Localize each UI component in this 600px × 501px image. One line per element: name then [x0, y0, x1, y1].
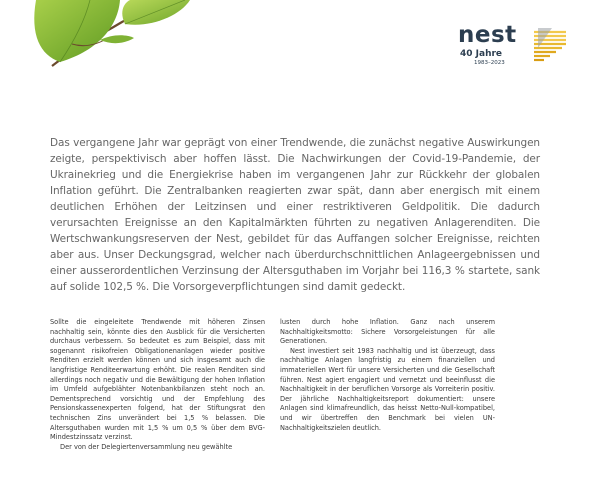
body-column-right	[280, 318, 495, 433]
leaf-illustration	[0, 0, 200, 80]
logo-wordmark: nest	[458, 22, 517, 48]
nest-logo	[458, 22, 568, 70]
left-paragraph-1: Sollte die eingeleitete Trendwende mit höheren Zinsen nachhaltig sein, könnte dies den Ausblick für die Versicherten durchaus verbessern. So bedeutet es zum Beispiel, dass mit sogenannt risikofreien Obligationenanlagen wieder positive Renditen erzielt werden können und sich insgesamt auch die langfristige Renditeerwartung erhöht. Die realen Renditen sind allerdings noch negativ und die Bewältigung der hohen Inflation im Umfeld aufgeblähter Notenbankbilanzen steht noch an. Dementsprechend vorsichtig und der Empfehlung des Pensionskassenexperten folgend, hat der Stiftungsrat den technischen Zins unverändert bei 1,5 % belassen. Die Altersguthaben wurden mit 1,5 % um 0,5 % über dem BVG-Mindestzinssatz verzinst.	[50, 318, 265, 442]
logo-stripes-icon	[532, 26, 568, 66]
left-paragraph-2: Der von der Delegiertenversammlung neu gewählte	[60, 442, 233, 451]
logo-year-range: 1983–2023	[474, 60, 505, 66]
logo-anniversary: 40 Jahre	[460, 49, 503, 59]
right-paragraph-1: lusten durch hohe Inflation. Ganz nach unserem Nachhaltigkeitsmotto: Sichere Vorsorgeleistungen für alle Generationen.	[280, 318, 495, 346]
body-column-left	[50, 318, 265, 501]
right-paragraph-2: Nest investiert seit 1983 nachhaltig und ist überzeugt, dass nachhaltige Anlagen langfristig zu einem finanziellen und immateriellen Wert für unsere Versicherten und die Gesellschaft führen. Nest agiert engagiert und vernetzt und beeinflusst die Nachhaltigkeit in der beruflichen Vorsorge als Vorreiterin positiv. Der jährliche Nachhaltigkeitsreport dokumentiert: unsere Anlagen sind klimafreundlich, das heisst Netto-Null-kompatibel, und wir übertreffen den Benchmark bei vielen UN-Nachhaltigkeitszielen deutlich.	[280, 346, 495, 432]
intro-paragraph: Das vergangene Jahr war geprägt von einer Trendwende, die zunächst negative Auswirkungen zeigte, perspektivisch aber hoffen lässt. Die Nachwirkungen der Covid-19-Pandemie, der Ukrainekrieg und die Energiekrise haben im vergangenen Jahr zur Rückkehr der globalen Inflation geführt. Die Zentralbanken reagierten zwar spät, dann aber energisch mit einem deutlichen Erhöhen der Leitzinsen und einer restriktiveren Geldpolitik. Die dadurch verursachten Ereignisse an den Kapitalmärkten führten zu negativen Anlagerenditen. Die Wertschwankungsreserven der Nest, gebildet für das Auffangen solcher Ereignisse, reichten aber aus. Unser Deckungsgrad, welcher nach überdurchschnittlichen Anlageergebnissen und einer ausserordentlichen Verzinsung der Altersguthaben im Vorjahr bei 116,3 % startete, sank auf solide 102,5 %. Die Vorsorgeverpflichtungen sind damit gedeckt.	[50, 137, 540, 293]
